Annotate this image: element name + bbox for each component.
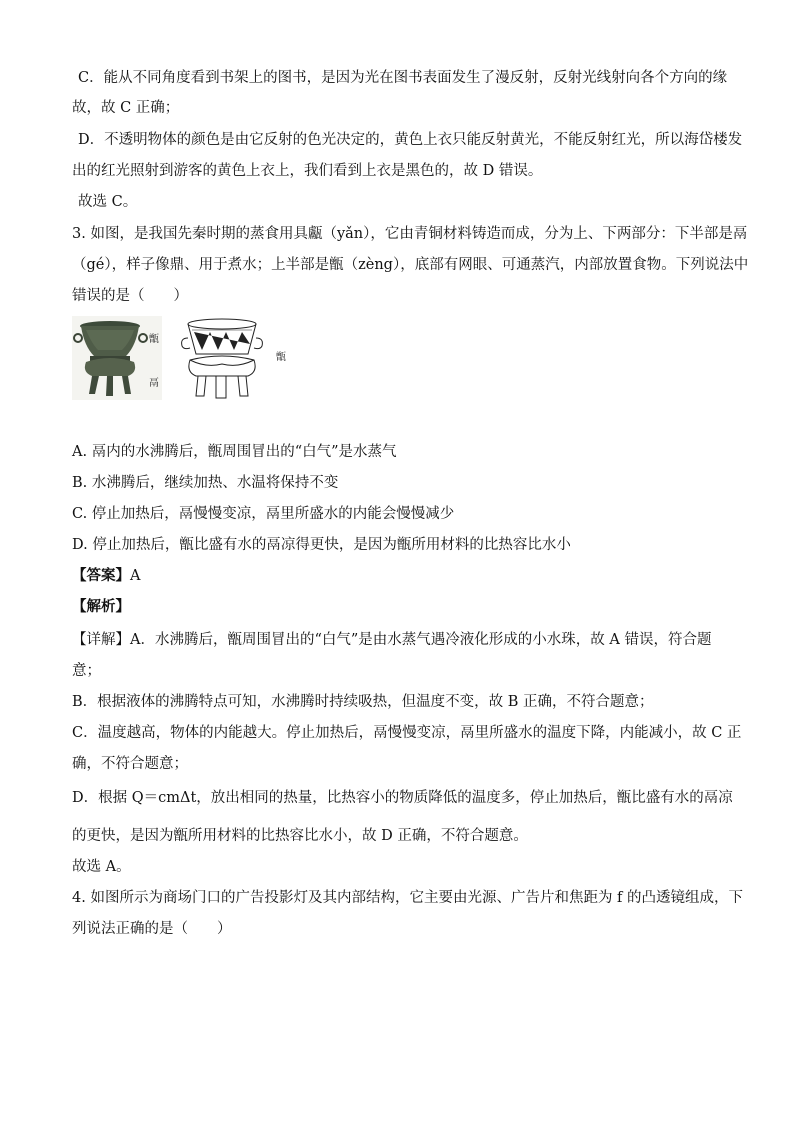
- q4-stem-line2: 列说法正确的是（ ）: [72, 921, 232, 937]
- q3-detail-d-line1: D．根据 Q＝cmΔt，放出相同的热量，比热容小的物质降低的温度多，停止加热后，甑比盛有水的鬲凉: [72, 790, 733, 806]
- prev-conclusion: 故选 C。: [78, 194, 138, 210]
- q3-figure: [72, 316, 292, 400]
- label-li-photo: 鬲: [149, 378, 159, 389]
- q3-option-c: C. 停止加热后，鬲慢慢变凉，鬲里所盛水的内能会慢慢减少: [72, 506, 455, 522]
- answer-tag: 【答案】: [72, 567, 130, 584]
- q3-option-b: B. 水沸腾后，继续加热、水温将保持不变: [72, 475, 339, 491]
- q3-detail-c-line1: C．温度越高，物体的内能越大。停止加热后，鬲慢慢变凉，鬲里所盛水的温度下降，内能减小，故 C 正: [72, 725, 742, 741]
- q3-conclusion: 故选 A。: [72, 859, 131, 875]
- q3-detail-line2: 意；: [72, 663, 101, 679]
- yan-line-drawing: [176, 316, 288, 400]
- q3-stem-line1: 3. 如图，是我国先秦时期的蒸食用具甗（yǎn），它由青铜材料铸造而成，分为上、下两部分：下半部是鬲: [72, 226, 748, 242]
- q3-detail-c-line2: 确，不符合题意；: [72, 756, 188, 772]
- q3-detail-d-line2: 的更快，是因为甑所用材料的比热容比水小，故 D 正确，不符合题意。: [72, 828, 528, 844]
- q3-answer: [72, 566, 732, 586]
- q3-detail-line1: 【详解】A．水沸腾后，甑周围冒出的“白气”是由水蒸气遇冷液化形成的小水珠，故 A 错误，符合题: [72, 632, 712, 648]
- prev-option-c-line2: 故，故 C 正确；: [72, 100, 180, 116]
- q3-option-a: A. 鬲内的水沸腾后，甑周围冒出的“白气”是水蒸气: [72, 444, 397, 460]
- answer-value: A: [130, 568, 141, 584]
- label-zeng-photo: 甑: [149, 334, 159, 345]
- q4-stem-line1: 4. 如图所示为商场门口的广告投影灯及其内部结构，它主要由光源、广告片和焦距为 f 的凸透镜组成，下: [72, 890, 744, 906]
- prev-option-d-line1: D．不透明物体的颜色是由它反射的色光决定的，黄色上衣只能反射黄光，不能反射红光，所以海岱楼发: [78, 132, 743, 148]
- q3-option-d: D. 停止加热后，甑比盛有水的鬲凉得更快，是因为甑所用材料的比热容比水小: [72, 537, 571, 553]
- q3-detail-b: B．根据液体的沸腾特点可知，水沸腾时持续吸热，但温度不变，故 B 正确，不符合题意；: [72, 694, 654, 710]
- prev-option-d-line2: 出的红光照射到游客的黄色上衣上，我们看到上衣是黑色的，故 D 错误。: [72, 163, 543, 179]
- label-zeng-sketch: 甑: [276, 352, 286, 363]
- prev-option-c-line1: C．能从不同角度看到书架上的图书，是因为光在图书表面发生了漫反射，反射光线射向各个方向的缘: [78, 70, 728, 86]
- q3-stem-line3: 错误的是（ ）: [72, 288, 188, 304]
- q3-stem-line2: （gé），样子像鼎、用于煮水；上半部是甑（zèng），底部有网眼、可通蒸汽，内部放置食物。下列说法中: [72, 257, 749, 273]
- q3-analysis-tag: 【解析】: [72, 598, 130, 615]
